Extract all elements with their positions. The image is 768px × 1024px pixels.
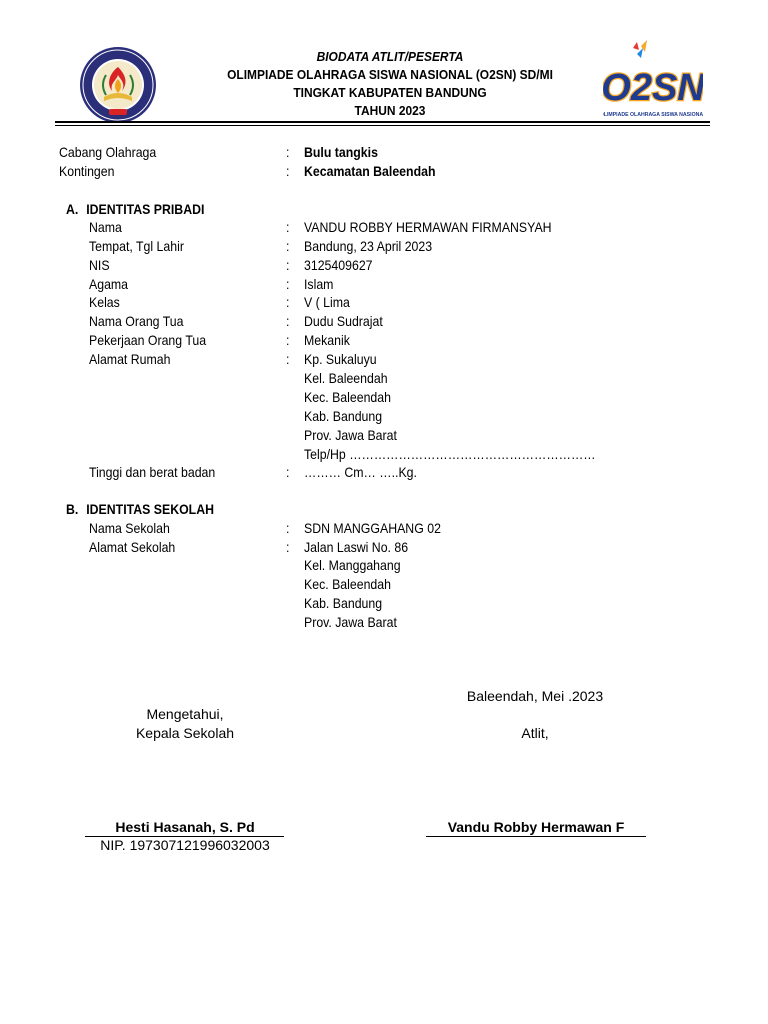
colon: :: [286, 351, 290, 367]
nis-value: 3125409627: [304, 257, 373, 273]
alamat-rumah-line: Kec. Baleendah: [304, 389, 391, 405]
colon: :: [286, 464, 290, 480]
pekerjaan-value: Mekanik: [304, 332, 350, 348]
alamat-rumah-line: Kab. Bandung: [304, 408, 383, 424]
tinggi-label: Tinggi dan berat badan: [89, 464, 216, 480]
o2sn-logo-caption: OLIMPIADE OLAHRAGA SISWA NASIONAL: [603, 112, 703, 118]
section-b-heading: [66, 500, 214, 518]
kepala-sekolah-role: Kepala Sekolah: [135, 725, 235, 741]
alamat-rumah-line: Kel. Baleendah: [304, 370, 388, 386]
kontingen-label: Kontingen: [59, 163, 115, 179]
atlit-name: Vandu Robby Hermawan F: [447, 819, 625, 835]
mengetahui-text: Mengetahui,: [146, 706, 224, 722]
alamat-sekolah-line: Jalan Laswi No. 86: [304, 539, 409, 555]
colon: :: [286, 313, 290, 329]
kepala-sekolah-nip: NIP. 197307121996032003: [100, 837, 270, 853]
header-level: TINGKAT KABUPATEN BANDUNG: [293, 85, 487, 100]
ttl-label: Tempat, Tgl Lahir: [89, 238, 184, 254]
colon: :: [286, 276, 290, 292]
school-emblem-logo: [78, 45, 158, 125]
colon: :: [286, 257, 290, 273]
alamat-rumah-line: Kp. Sukaluyu: [304, 351, 377, 367]
colon: :: [286, 163, 290, 179]
colon: :: [286, 144, 290, 160]
alamat-sekolah-line: Kec. Baleendah: [304, 576, 391, 592]
nama-sekolah-label: Nama Sekolah: [89, 520, 170, 536]
o2sn-logo: [603, 40, 703, 120]
cabang-value: Bulu tangkis: [304, 144, 378, 160]
section-a-heading: [66, 200, 204, 218]
colon: :: [286, 539, 290, 555]
nama-label: Nama: [89, 219, 122, 235]
nis-label: NIS: [89, 257, 110, 273]
cabang-label: Cabang Olahraga: [59, 144, 157, 160]
alamat-rumah-label: Alamat Rumah: [89, 351, 171, 367]
alamat-sekolah-line: Prov. Jawa Barat: [304, 614, 397, 630]
section-b-number: B.: [66, 501, 79, 517]
colon: :: [286, 219, 290, 235]
agama-value: Islam: [304, 276, 334, 292]
kontingen-value: Kecamatan Baleendah: [304, 163, 436, 179]
header-title: BIODATA ATLIT/PESERTA: [316, 49, 464, 64]
colon: :: [286, 238, 290, 254]
ortu-value: Dudu Sudrajat: [304, 313, 383, 329]
section-a-title: IDENTITAS PRIBADI: [86, 201, 205, 217]
place-date: Baleendah, Mei .2023: [466, 688, 604, 704]
document-header: [197, 48, 583, 120]
colon: :: [286, 332, 290, 348]
colon: :: [286, 520, 290, 536]
header-event: OLIMPIADE OLAHRAGA SISWA NASIONAL (O2SN) SD/MI: [227, 67, 553, 82]
alamat-sekolah-label: Alamat Sekolah: [89, 539, 176, 555]
tinggi-value: ……… Cm… …..Kg.: [304, 464, 417, 480]
nama-value: VANDU ROBBY HERMAWAN FIRMANSYAH: [304, 219, 552, 235]
colon: :: [286, 294, 290, 310]
telp-line: Telp/Hp ……………………………………………………: [304, 446, 596, 462]
header-year: TAHUN 2023: [354, 103, 426, 118]
section-b-title: IDENTITAS SEKOLAH: [86, 501, 215, 517]
kepala-sekolah-name: Hesti Hasanah, S. Pd: [115, 819, 255, 835]
ttl-value: Bandung, 23 April 2023: [304, 238, 433, 254]
section-a-number: A.: [66, 201, 79, 217]
alamat-sekolah-line: Kab. Bandung: [304, 595, 383, 611]
header-rule-thick: [55, 121, 710, 123]
o2sn-logo-text: O2SN: [603, 67, 703, 109]
kelas-value: V ( Lima: [304, 294, 350, 310]
nama-sekolah-value: SDN MANGGAHANG 02: [304, 520, 441, 536]
alamat-sekolah-line: Kel. Manggahang: [304, 557, 401, 573]
atlit-role: Atlit,: [521, 725, 549, 741]
agama-label: Agama: [89, 276, 129, 292]
header-rule-thin: [55, 125, 710, 126]
alamat-rumah-line: Prov. Jawa Barat: [304, 427, 397, 443]
ortu-label: Nama Orang Tua: [89, 313, 184, 329]
kelas-label: Kelas: [89, 294, 120, 310]
signature-line-right: [426, 836, 646, 837]
pekerjaan-label: Pekerjaan Orang Tua: [89, 332, 207, 348]
